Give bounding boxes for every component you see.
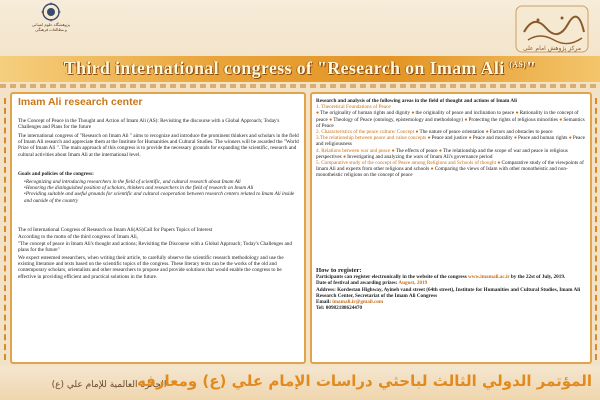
calligraphy-logo-text: مرکز پژوهش امام علی	[522, 45, 582, 52]
date-value: August, 2019	[398, 280, 428, 287]
register-title: How to register:	[316, 267, 362, 274]
register-line: Participants can register electronically in the website of the congress	[316, 274, 467, 281]
address-value: Kordestan Highway, Ayineh vand street (64th street), Institute for Humanities and Cultural Studies, Imam Ali Research Center, Secretariat of the Imam Ali Congress	[316, 286, 581, 299]
left-dashed-border	[4, 98, 6, 360]
website-link[interactable]: www.imamali.ac.ir	[468, 274, 510, 281]
title-main: Third international congress of "Research on Imam Ali	[63, 58, 505, 78]
aims-paragraph: The international congress of "Research on Imam Ali " aims to recognize and introduce the prominent thinkers and scholars in the field of Imam Ali research and appreciate them at the Institute for Humanities and Cultural Studies. The winners will be awarded the "World Prize of Imam Ali ". The main approach of this congress is to provide the necessary grounds for expanding the scientific, research and cultural activities about Imam Ali at the international level.	[18, 133, 299, 158]
right-dashed-border	[595, 98, 597, 360]
list-item: • Providing suitable and useful grounds for scientific and cultural cooperation between research centers related to Imam Ali inside and outside of the country	[24, 191, 300, 203]
intro-paragraph: The Concept of Peace in the Thought and Action of Imam Ali (AS): Revisiting the discourse with a Global Approach; Today's Challenges and Plans for the future	[18, 118, 280, 131]
tel-label: Tel:	[316, 305, 326, 312]
list-item: ● The relationship and the scope of war and peace in religious perspectives	[316, 148, 568, 160]
section-row	[316, 148, 588, 160]
section-heading: 4. Relations between war and peace	[316, 147, 391, 154]
list-item: ● Peace and justice	[427, 135, 467, 141]
topics-heading: Research and analysis of the following areas in the field of thought and actions of Imam Ali	[316, 98, 517, 104]
email-link[interactable]: imamali.ir@gmail.com	[332, 299, 384, 306]
list-item: ● The effects of peace	[392, 148, 438, 154]
calligraphy-logo-icon	[510, 2, 594, 58]
award-title: الجائزة العالمية للإمام علي (ع)	[51, 380, 167, 390]
list-item: ● Comparative study of the viewpoints of Imam Ali and experts from other religions and schools	[316, 160, 584, 172]
email-label: Email:	[316, 299, 333, 306]
emblem-icon	[41, 2, 61, 22]
motto-text: "The concept of peace in Imam Ali's thought and actions; Revisiting the Discourse with a Global Approach; Today's Challenges and plans for the future"	[18, 241, 292, 254]
section-row	[316, 160, 588, 179]
list-item: • Honoring the distinguished position of scholars, thinkers and researchers in the field of research on Imam Ali	[24, 185, 300, 191]
list-item: ● Peace and religiousness	[316, 135, 585, 147]
list-item: ● Peace and morality	[469, 135, 513, 141]
list-item: ● Peace and human rights	[514, 135, 568, 141]
registration-block	[316, 268, 588, 311]
topics-block	[316, 98, 588, 179]
motto-line: According to the motto of the third congress of Imam Ali,	[18, 234, 139, 240]
expectations-paragraph: We expect esteemed researchers, when writing their article, to carefully observe the scientific research methodology and use the existing literature and texts based on the scientific topics of the congress. These literary texts can be the works of the old and contemporary scholars, orientalists and other researchers to propose and provide solutions that would enable the congress to be effective in providing efficient and practical solutions in the future.	[18, 255, 284, 280]
section-items	[316, 110, 588, 129]
call-paragraph: The rd International Congress of Research on Imam Ali(AS)Call for Papers Topics of Interest	[18, 227, 213, 233]
list-item: ● Theology of Peace (ontology, epistemology and methodology)	[329, 117, 463, 123]
section-heading: 5. Comparative study of the concept of Peace among Religions and Schools of thought	[316, 160, 497, 167]
section-heading: 3.The relationship between peace and value concepts	[316, 135, 427, 142]
address-line	[316, 287, 588, 299]
register-deadline: by the 22st of July, 2019.	[509, 274, 566, 281]
section-heading: 2. Characteristics of the peace culture/ Concept	[316, 129, 415, 136]
list-item: ● Semantics of Peace	[316, 117, 585, 129]
list-item: ● Protecting the rights of religious minorities	[464, 117, 558, 123]
decorative-stripe	[0, 84, 600, 88]
title-sup: (AS)	[509, 60, 526, 69]
logo-line: و مطالعات فرهنگی	[35, 27, 67, 32]
institute-logo	[10, 2, 92, 52]
list-item: ● Factors and obstacles to peace	[486, 129, 553, 135]
title-end: "	[526, 58, 537, 78]
goals-list	[18, 179, 300, 204]
page-title	[20, 58, 580, 79]
list-item: ● Rationality in the concept of peace	[316, 110, 579, 122]
congress-arabic-title: المؤتمر الدولي الثالث لباحثي دراسات الإمام علي (ع) ومعارفه	[136, 372, 592, 390]
section-row	[316, 135, 588, 147]
section-heading: 1. Theoretical Foundations of Peace	[316, 104, 391, 111]
list-item: • Recognizing and introducing researchers in the field of scientific, and cultural research about Imam Ali	[24, 179, 300, 185]
date-label: Date of festival and awarding prizes:	[316, 280, 399, 287]
tel-value: 00982188624470	[325, 305, 363, 312]
list-item: ● the originality of peace and inclination to peace	[411, 110, 514, 116]
logo-line: پژوهشگاه علوم انسانی	[31, 22, 71, 27]
goals-title: Goals and policies of the congress:	[18, 171, 94, 177]
list-item: ● Investigating and analyzing the wars of Imam Ali's governance period	[343, 154, 493, 160]
address-label: Address:	[316, 286, 338, 293]
tel-line	[316, 305, 588, 311]
list-item: ● The nature of peace orientation	[415, 129, 484, 135]
list-item: ● Comparing the views of Islam with other monotheistic and non-monotheistic religions on the concept of peace	[316, 166, 568, 178]
list-item: ● The originality of human rights and dignity	[316, 110, 410, 116]
center-title: Imam Ali research center	[18, 96, 143, 108]
